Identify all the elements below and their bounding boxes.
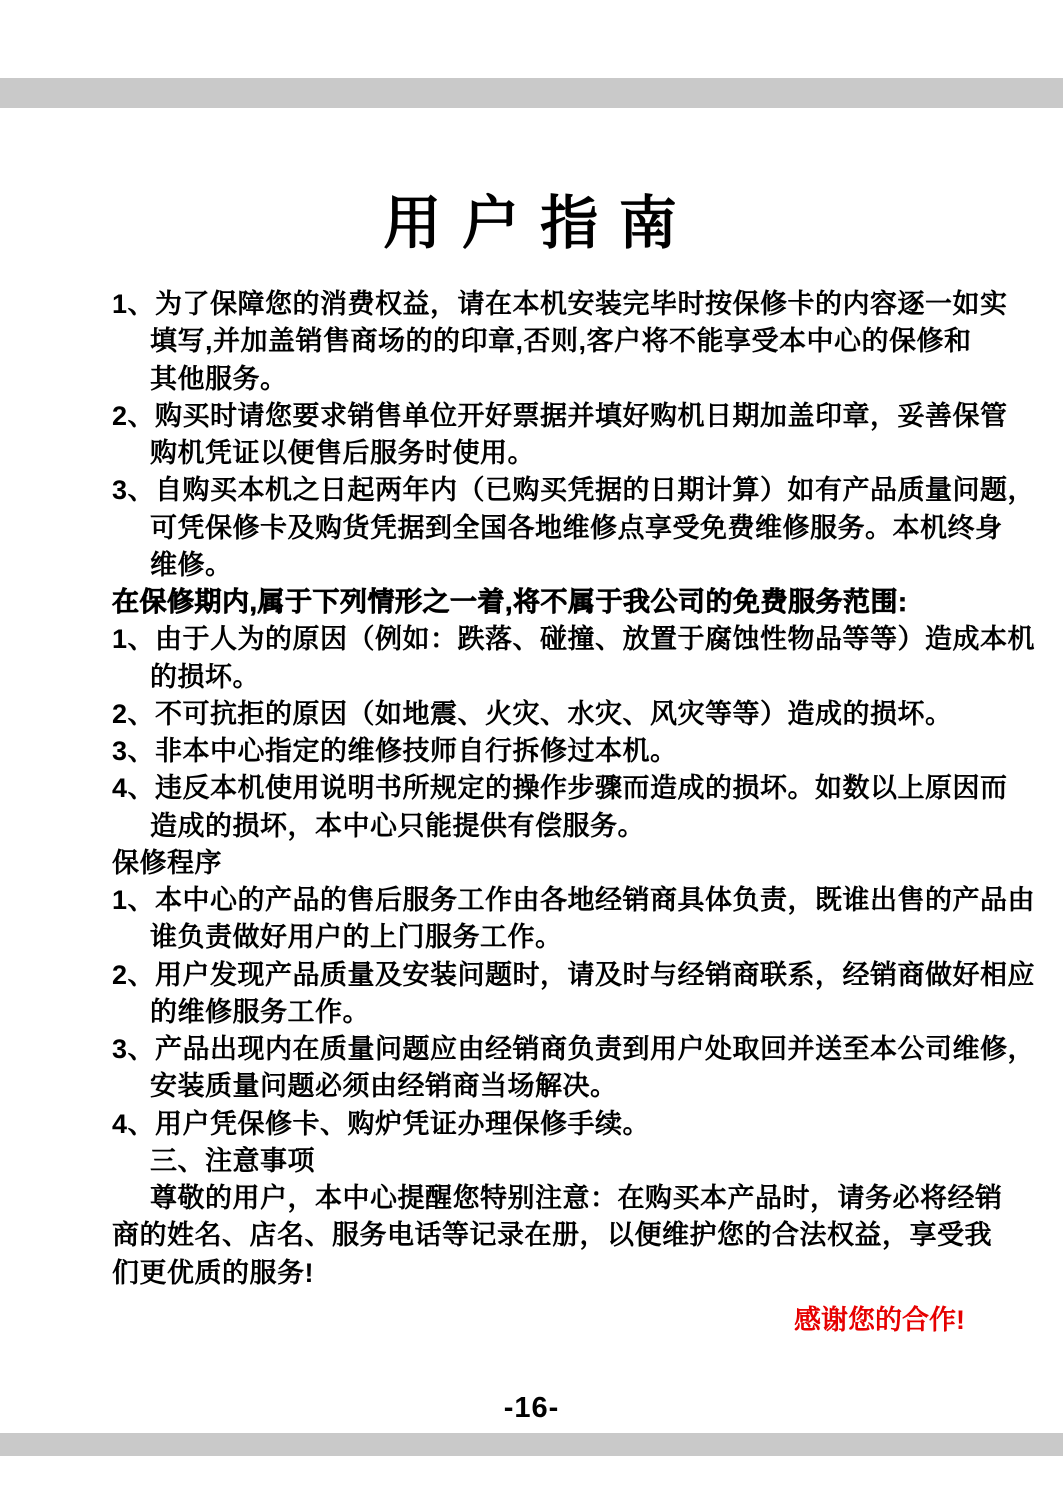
text-line: 其他服务。 xyxy=(150,363,288,394)
text-line: 3、非本中心指定的维修技师自行拆修过本机。 xyxy=(112,736,678,766)
page-title: 用 户 指 南 xyxy=(383,191,680,256)
text-line: 购机凭证以便售后服务时使用。 xyxy=(150,438,535,468)
text-line: 商的姓名、店名、服务电话等记录在册，以便维护您的合法权益，享受我 xyxy=(112,1220,992,1251)
text-line: 1、本中心的产品的售后服务工作由各地经销商具体负责，既谁出售的产品由 xyxy=(112,885,1036,915)
page-number: -16- xyxy=(503,1392,560,1424)
text-line: 的损坏。 xyxy=(150,661,260,692)
text-line: 的维修服务工作。 xyxy=(150,996,370,1027)
text-line: 填写,并加盖销售商场的的印章,否则,客户将不能享受本中心的保修和 xyxy=(150,326,972,357)
text-line: 1、为了保障您的消费权益，请在本机安装完毕时按保修卡的内容逐一如实 xyxy=(112,289,1008,319)
text-line: 维修。 xyxy=(150,549,233,580)
closing-thanks-text: 感谢您的合作! xyxy=(794,1304,965,1335)
text-line: 2、用户发现产品质量及安装问题时，请及时与经销商联系，经销商做好相应 xyxy=(112,959,1036,990)
text-line: 3、产品出现内在质量问题应由经销商负责到用户处取回并送至本公司维修， xyxy=(112,1034,1036,1064)
text-line: 造成的损坏，本中心只能提供有偿服务。 xyxy=(150,810,645,841)
top-divider-bar xyxy=(0,78,1063,108)
text-line: 可凭保修卡及购货凭据到全国各地维修点享受免费维修服务。本机终身 xyxy=(150,512,1003,543)
text-line: 谁负责做好用户的上门服务工作。 xyxy=(150,922,563,953)
text-line: 4、用户凭保修卡、购炉凭证办理保修手续。 xyxy=(112,1108,651,1139)
text-line: 尊敬的用户，本中心提醒您特别注意：在购买本产品时，请务必将经销 xyxy=(150,1183,1003,1213)
text-line: 1、由于人为的原因（例如：跌落、碰撞、放置于腐蚀性物品等等）造成本机 xyxy=(112,624,1036,655)
document-body xyxy=(112,286,1036,1292)
bottom-divider-bar xyxy=(0,1433,1063,1456)
text-line: 安装质量问题必须由经销商当场解决。 xyxy=(150,1071,618,1102)
text-line: 三、注意事项 xyxy=(150,1145,315,1176)
text-line: 保修程序 xyxy=(112,847,222,878)
text-line: 2、不可抗拒的原因（如地震、火灾、水灾、风灾等等）造成的损坏。 xyxy=(112,698,953,729)
text-line: 3、自购买本机之日起两年内（已购买凭据的日期计算）如有产品质量问题， xyxy=(112,475,1036,506)
text-line: 2、购买时请您要求销售单位开好票据并填好购机日期加盖印章，妥善保管 xyxy=(112,400,1008,431)
text-line: 们更优质的服务! xyxy=(112,1257,314,1288)
text-line: 4、违反本机使用说明书所规定的操作步骤而造成的损坏。如数以上原因而 xyxy=(112,773,1008,804)
section-heading-line: 在保修期内,属于下列情形之一着,将不属于我公司的免费服务范围: xyxy=(112,587,908,617)
